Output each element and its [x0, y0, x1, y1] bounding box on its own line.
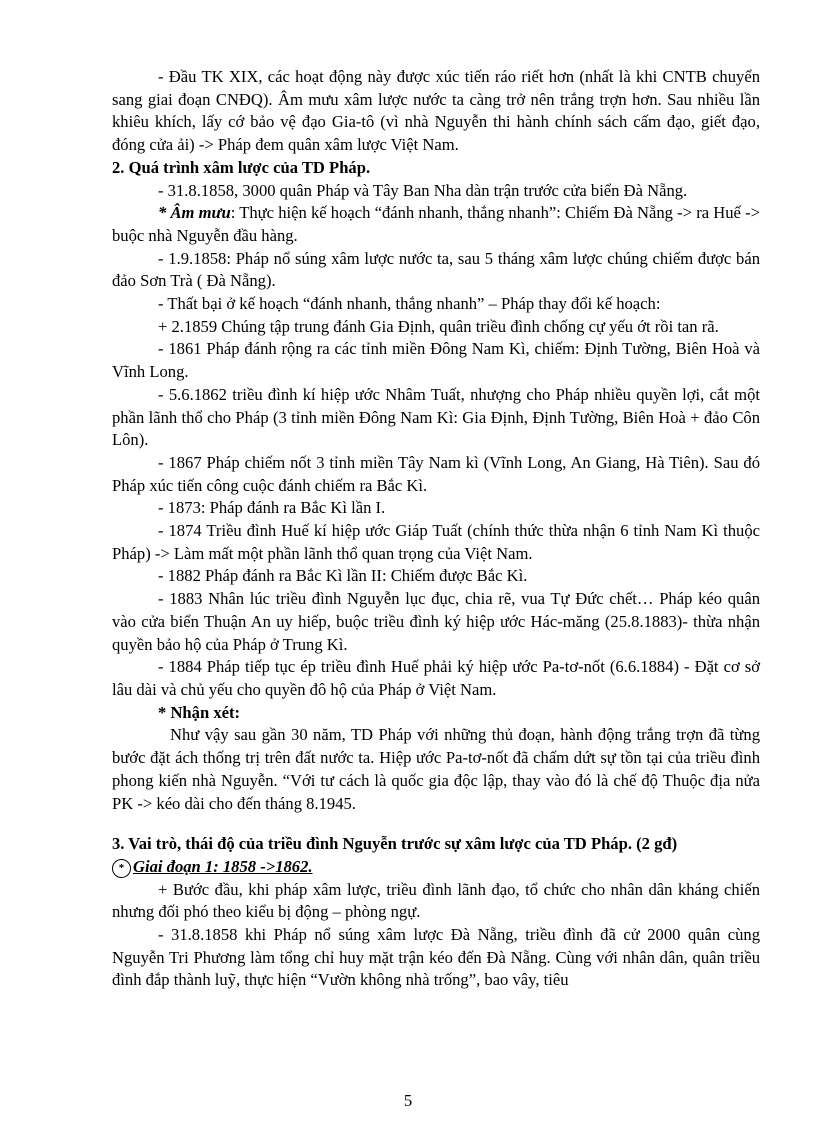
paragraph: Như vậy sau gần 30 năm, TD Pháp với những thủ đoạn, hành động trắng trợn đã từng bước đặt ách thống trị trên đất nước ta. Hiệp ước Pa-tơ-nốt đã chấm dứt sự tồn tại của triều đình phong kiến nhà Nguyễn. “Với tư cách là quốc gia độc lập, thay vào đó là chế độ Thuộc địa nửa PK -> kéo dài cho đến tháng 8.1945.	[112, 725, 760, 813]
paragraph: - 1882 Pháp đánh ra Bắc Kì lần II: Chiếm được Bắc Kì.	[158, 566, 528, 586]
paragraph: - 1883 Nhân lúc triều đình Nguyễn lục đục, chia rẽ, vua Tự Đức chết… Pháp kéo quân vào cửa biển Thuận An uy hiếp, buộc triều đình ký hiệp ước Hác-măng (25.8.1883)- thừa nhận quyền bảo hộ của Pháp ở Trung Kì.	[112, 589, 760, 654]
document-page	[112, 66, 760, 992]
paragraph: - 1861 Pháp đánh rộng ra các tỉnh miền Đông Nam Kì, chiếm: Định Tường, Biên Hoà và Vĩnh Long.	[112, 339, 760, 382]
paragraph-text: : Thực hiện kế hoạch “đánh nhanh, thắng nhanh”: Chiếm Đà Nẵng -> ra Huế -> buộc nhà Nguyễn đầu hàng.	[112, 203, 760, 245]
phase-heading	[112, 856, 760, 879]
paragraph	[112, 202, 760, 247]
paragraph: - 1874 Triều đình Huế kí hiệp ước Giáp Tuất (chính thức thừa nhận 6 tỉnh Nam Kì thuộc Pháp) -> Làm mất một phần lãnh thổ quan trọng của Việt Nam.	[112, 521, 760, 563]
phase-title: Giai đoạn 1: 1858 ->1862.	[133, 856, 313, 876]
section-heading-2: 2. Quá trình xâm lược của TD Pháp.	[112, 157, 371, 177]
paragraph: - 1884 Pháp tiếp tục ép triều đình Huế phải ký hiệp ước Pa-tơ-nốt (6.6.1884) - Đặt cơ sở lâu dài và chủ yếu cho quyền đô hộ của Pháp ở Việt Nam.	[112, 657, 760, 699]
paragraph: - 31.8.1858, 3000 quân Pháp và Tây Ban Nha dàn trận trước cửa biển Đà Nẵng.	[158, 180, 688, 200]
page-number: 5	[403, 1091, 413, 1110]
paragraph: - 1867 Pháp chiếm nốt 3 tỉnh miền Tây Nam kì (Vĩnh Long, An Giang, Hà Tiên). Sau đó Pháp xúc tiến công cuộc đánh chiếm ra Bắc Kì.	[112, 452, 760, 495]
emphasis-label: * Âm mưu	[158, 203, 231, 223]
section-heading-3: 3. Vai trò, thái độ của triều đình Nguyễn trước sự xâm lược của TD Pháp. (2 gđ)	[112, 834, 678, 854]
paragraph: - 5.6.1862 triều đình kí hiệp ước Nhâm Tuất, nhượng cho Pháp nhiều quyền lợi, cắt một phần lãnh thổ cho Pháp (3 tỉnh miền Đông Nam Kì: Gia Định, Định Tường, Biên Hoà + đảo Côn Lôn).	[112, 384, 760, 450]
paragraph: - 31.8.1858 khi Pháp nổ súng xâm lược Đà Nẵng, triều đình đã cử 2000 quân cùng Nguyễn Tri Phương làm tổng chỉ huy mặt trận kéo đến Đà Nẵng. Cùng với nhân dân, quân triều đình đắp thành luỹ, thực hiện “Vườn không nhà trống”, bao vây, tiêu	[112, 925, 760, 990]
asterisk-circle-icon: *	[112, 859, 131, 878]
remark-heading: * Nhận xét:	[158, 702, 241, 722]
paragraph: - Thất bại ở kế hoạch “đánh nhanh, thắng nhanh” – Pháp thay đổi kế hoạch:	[158, 294, 661, 314]
paragraph: - 1.9.1858: Pháp nổ súng xâm lược nước ta, sau 5 tháng xâm lược chúng chiếm được bán đảo Sơn Trà ( Đà Nẵng).	[112, 248, 760, 291]
paragraph: + 2.1859 Chúng tập trung đánh Gia Định, quân triều đình chống cự yếu ớt rồi tan rã.	[158, 316, 719, 336]
paragraph: + Bước đầu, khi pháp xâm lược, triều đình lãnh đạo, tổ chức cho nhân dân kháng chiến nhưng đối phó theo kiểu bị động – phòng ngự.	[112, 879, 760, 922]
paragraph: - 1873: Pháp đánh ra Bắc Kì lần I.	[158, 498, 386, 518]
paragraph: - Đầu TK XIX, các hoạt động này được xúc tiến ráo riết hơn (nhất là khi CNTB chuyển sang giai đoạn CNĐQ). Âm mưu xâm lược nước ta càng trở nên trắng trợn hơn. Sau nhiều lần khiêu khích, lấy cớ bảo vệ đạo Gia-tô (vì nhà Nguyễn thi hành chính sách cấm đạo, giết đạo, đóng cửa ải) -> Pháp đem quân xâm lược Việt Nam.	[112, 67, 760, 155]
spacer	[112, 815, 760, 833]
